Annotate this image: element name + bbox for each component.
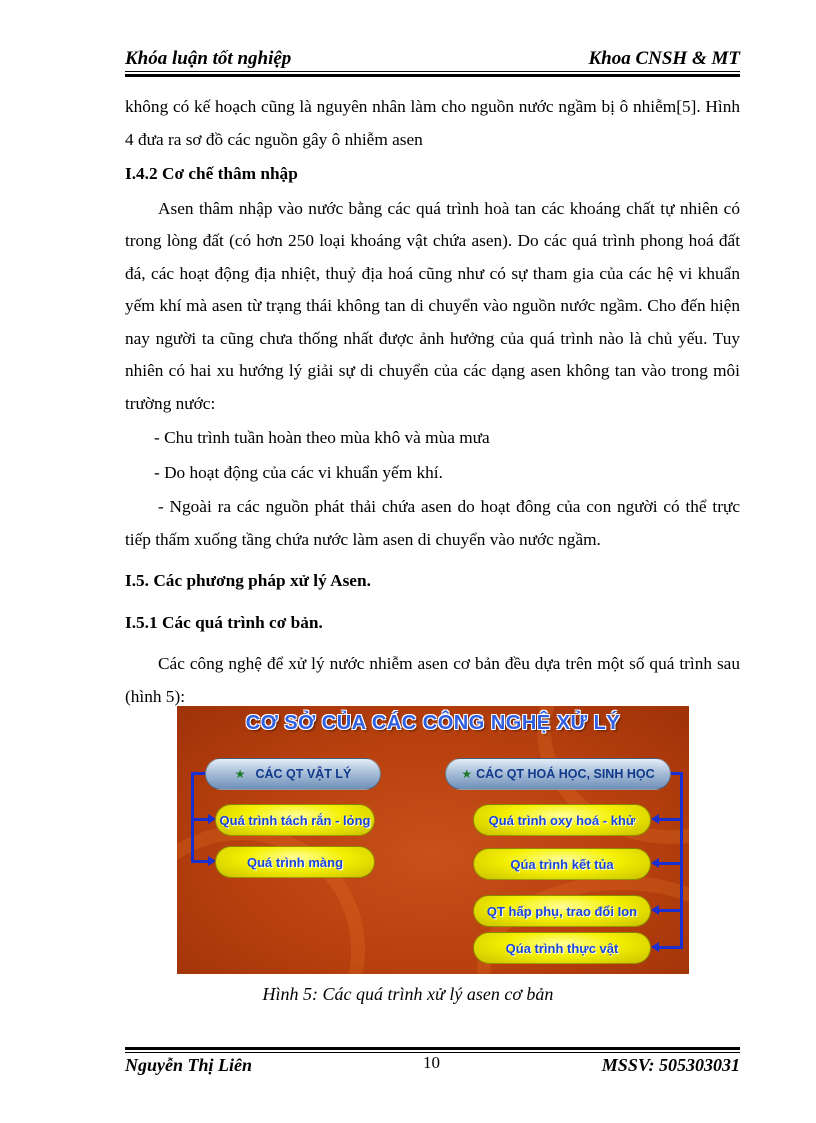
node-label: Qúa trình kết tủa [510,856,614,872]
heading-treatment-methods: I.5. Các phương pháp xử lý Asen. [125,571,371,590]
bullet-seasonal-cycle: - Chu trình tuần hoàn theo mùa khô và mùa mưa [154,428,490,447]
node-precipitation-process [473,848,651,880]
header-rule [125,71,740,72]
figure-treatment-diagram [177,706,689,974]
page-footer [125,1055,740,1081]
connector-line [659,818,683,821]
node-solid-liquid-separation [215,804,375,836]
node-label: Quá trình màng [246,854,344,870]
node-adsorption-ion-exchange [473,895,651,927]
paragraph-mechanism: Asen thâm nhập vào nước bằng các quá trình hoà tan các khoáng chất tự nhiên có trong lòng đất (có hơn 250 loại khoáng vật chứa asen). Do các quá trình phong hoá đất đá, các hoạt động địa nhiệt, thuỷ địa hoá cũng như có sự tham gia của các hệ vi khuẩn yếm khí mà asen từ trạng thái không tan di chuyển vào nguồn nước ngầm. Cho đến hiện nay người ta cũng chưa thống nhất được ảnh hưởng của quá trình nào là chủ yếu. Tuy nhiên có hai xu hướng lý giải sự di chuyển của các dạng asen không tan vào trong môi trường nước: [125,198,740,413]
header-thesis-label: Khóa luận tốt nghiệp [125,48,292,69]
node-label: CÁC QT VẬT LÝ [255,767,352,781]
connector-line [659,909,683,912]
connector-line [191,860,209,863]
paragraph-intro: không có kế hoạch cũng là nguyên nhân làm cho nguồn nước ngầm bị ô nhiễm[5]. Hình 4 đưa ra sơ đồ các nguồn gây ô nhiễm asen [125,97,740,149]
header-faculty-label: Khoa CNSH & MT [588,48,740,69]
connector-line [191,772,194,862]
diagram-title: CƠ SỞ CỦA CÁC CÔNG NGHỆ XỬ LÝ [245,712,621,734]
node-label: CÁC QT HOÁ HỌC, SINH HỌC [476,767,655,781]
footer-author-name: Nguyễn Thị Liên [125,1055,253,1075]
star-icon: ★ [234,767,246,781]
node-redox-process [473,804,651,836]
figure-caption: Hình 5: Các quá trình xử lý asen cơ bản [262,984,554,1004]
connector-line [191,818,209,821]
node-physical-processes [205,758,381,790]
footer-rule-thick [125,1047,740,1050]
node-label: Quá trình oxy hoá - khử [488,812,636,828]
bullet-anaerobic-bacteria: - Do hoạt động của các vi khuẩn yếm khí. [154,462,443,482]
connector-line [680,772,683,948]
star-icon: ★ [461,767,473,781]
arrow-left-icon [651,858,659,868]
page-body [125,91,740,713]
connector-line [659,862,683,865]
node-label: QT hấp phụ, trao đổi Ion [486,903,638,919]
heading-mechanism: I.4.2 Cơ chế thâm nhập [125,164,298,183]
arrow-left-icon [651,814,659,824]
paragraph-human-sources: - Ngoài ra các nguồn phát thải chứa asen do hoạt đông của con người có thể trực tiếp thấm xuống tầng chứa nước làm asen di chuyển vào nước ngầm. [125,497,740,549]
footer-student-id: MSSV: 505303031 [601,1055,740,1075]
page-number: 10 [423,1053,440,1072]
node-membrane-process [215,846,375,878]
arrow-left-icon [651,942,659,952]
header-rule-thick [125,74,740,77]
connector-line [659,946,683,949]
paragraph-processes-intro: Các công nghệ để xử lý nước nhiễm asen cơ bản đều dựa trên một số quá trình sau (hình 5): [125,654,740,706]
node-label: Quá trình tách rắn - lỏng [219,812,371,828]
node-chemical-biological-processes [445,758,671,790]
node-phytoremediation-process [473,932,651,964]
node-label: Qúa trình thực vật [505,940,619,956]
arrow-left-icon [651,905,659,915]
heading-basic-processes: I.5.1 Các quá trình cơ bản. [125,612,323,632]
page-header [125,44,740,72]
